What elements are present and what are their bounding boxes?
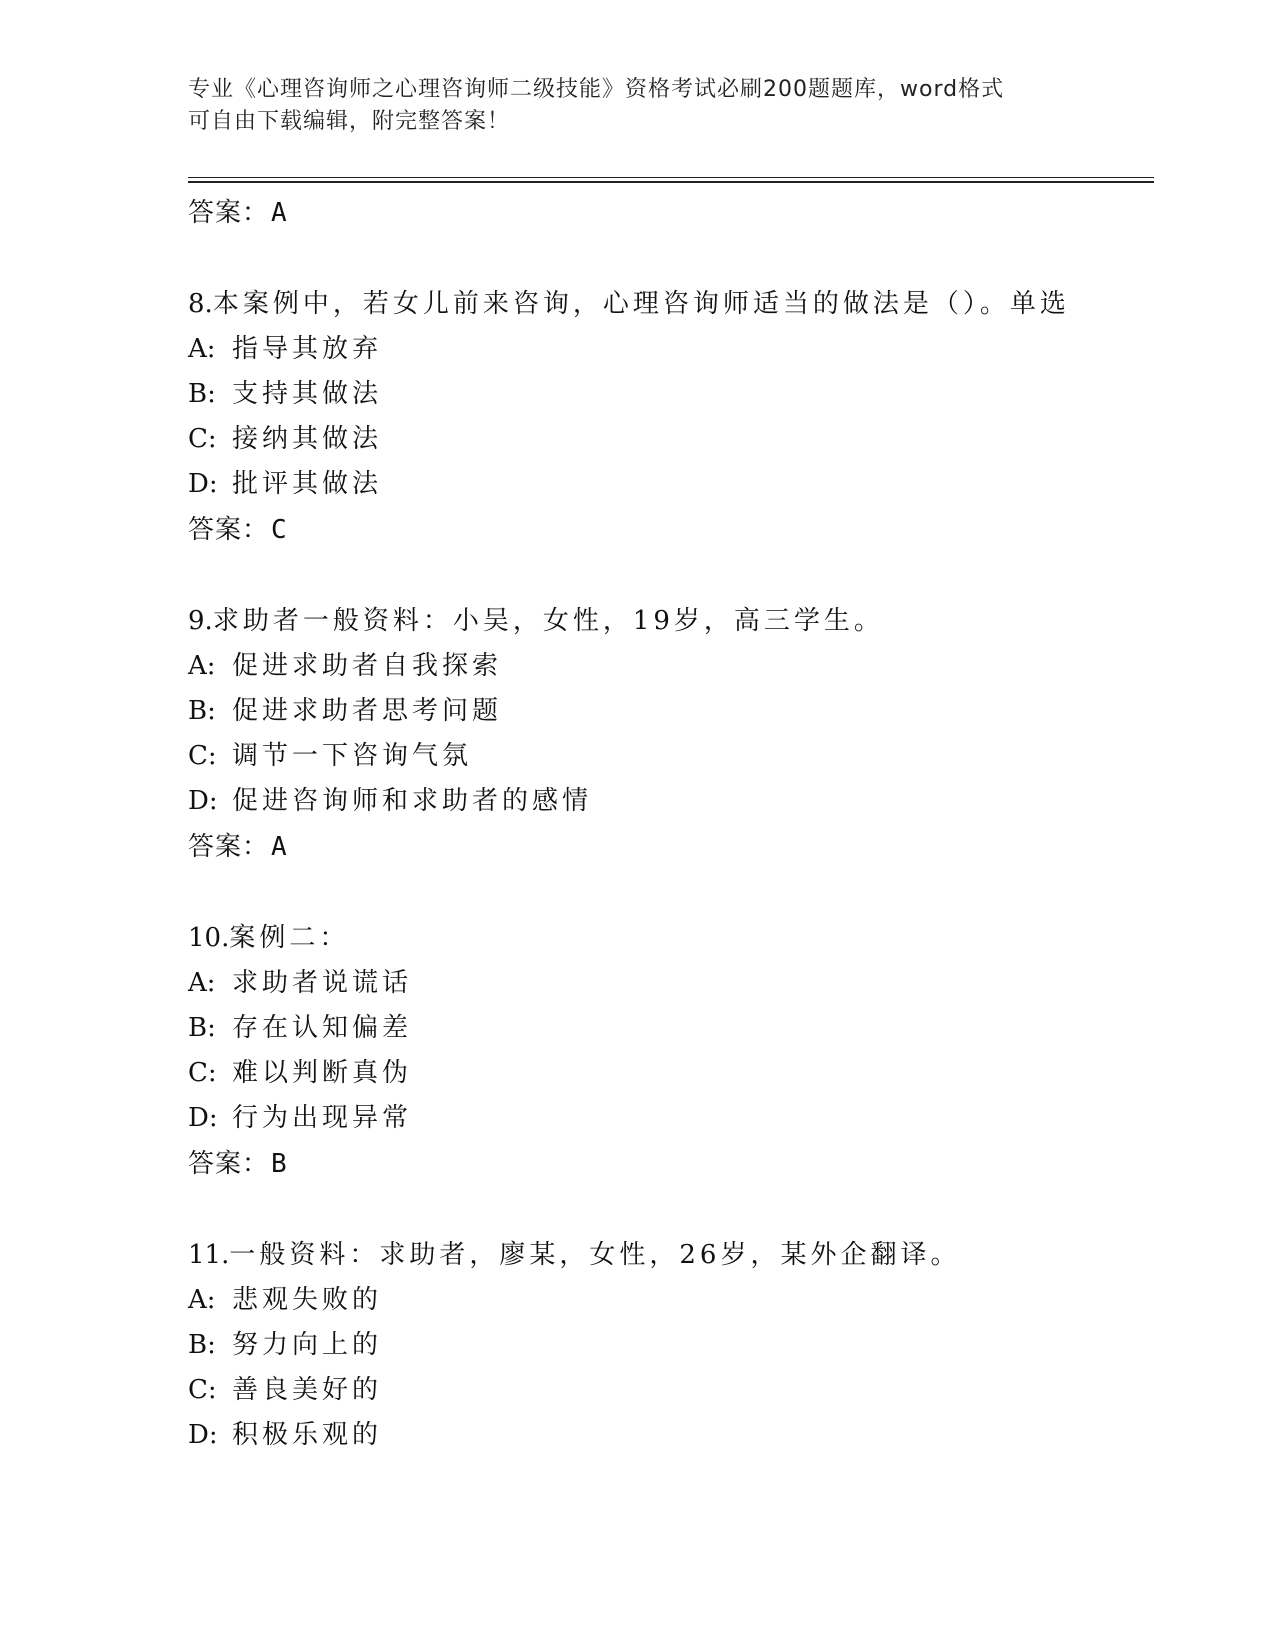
option-key: C: (188, 424, 217, 454)
option-text: 促进求助者自我探索 (232, 651, 503, 681)
option-text: 指导其放弃 (232, 334, 383, 364)
answer-value: A (271, 198, 288, 228)
answer-label: 答案： (188, 198, 270, 228)
answer-line (188, 507, 1148, 553)
document-header (188, 74, 1088, 138)
option-text: 悲观失败的 (232, 1285, 383, 1315)
option-b (188, 372, 1148, 417)
question-text: 求助者一般资料：小吴，女性，19岁，高三学生。 (212, 606, 884, 636)
option-b (188, 1006, 1148, 1051)
option-text: 努力向上的 (232, 1330, 383, 1360)
option-text: 调节一下咨询气氛 (232, 741, 473, 771)
option-c (188, 1368, 1148, 1413)
option-text: 接纳其做法 (232, 424, 383, 454)
option-key: B: (188, 379, 216, 409)
question-text: 一般资料：求助者，廖某，女性，26岁，某外企翻译。 (229, 1240, 961, 1270)
option-d (188, 1413, 1148, 1458)
option-d (188, 462, 1148, 507)
option-a (188, 1278, 1148, 1323)
option-key: B: (188, 1013, 216, 1043)
header-line-2: 可自由下载编辑，附完整答案！ (188, 109, 511, 134)
option-c (188, 734, 1148, 779)
option-c (188, 1051, 1148, 1096)
option-key: A: (188, 651, 216, 681)
answer-value: B (271, 1149, 288, 1179)
answer-label: 答案： (188, 515, 270, 545)
option-key: A: (188, 1285, 216, 1315)
option-key: A: (188, 334, 216, 364)
option-a (188, 327, 1148, 372)
header-line-1: 专业《心理咨询师之心理咨询师二级技能》资格考试必刷200题题库，word格式 (188, 77, 1005, 102)
option-text: 存在认知偏差 (232, 1013, 413, 1043)
option-key: D: (188, 469, 218, 499)
answer-value: C (271, 515, 288, 545)
question-list (188, 190, 1148, 1458)
option-text: 善良美好的 (232, 1375, 383, 1405)
option-c (188, 417, 1148, 462)
option-text: 求助者说谎话 (232, 968, 413, 998)
option-key: B: (188, 1330, 216, 1360)
answer-label: 答案： (188, 832, 270, 862)
option-text: 行为出现异常 (232, 1103, 413, 1133)
question-number: 10. (188, 923, 230, 953)
option-key: D: (188, 1420, 218, 1450)
question-number: 11. (188, 1240, 230, 1270)
option-text: 支持其做法 (232, 379, 383, 409)
answer-value: A (271, 832, 288, 862)
header-rule-thick (188, 181, 1154, 183)
question-stem (188, 916, 1148, 961)
option-text: 促进求助者思考问题 (232, 696, 503, 726)
option-a (188, 644, 1148, 689)
option-key: C: (188, 741, 217, 771)
answer-label: 答案： (188, 1149, 270, 1179)
option-d (188, 1096, 1148, 1141)
question-stem (188, 599, 1148, 644)
question-block-10 (188, 916, 1148, 1187)
option-b (188, 689, 1148, 734)
question-stem (188, 282, 1148, 327)
question-block-11 (188, 1233, 1148, 1458)
option-text: 促进咨询师和求助者的感情 (232, 786, 593, 816)
option-text: 批评其做法 (232, 469, 383, 499)
option-key: A: (188, 968, 216, 998)
option-key: C: (188, 1375, 217, 1405)
question-text: 本案例中，若女儿前来咨询，心理咨询师适当的做法是（）。单选 (212, 289, 1070, 319)
option-text: 难以判断真伪 (232, 1058, 413, 1088)
option-b (188, 1323, 1148, 1368)
answer-line (188, 190, 1148, 236)
option-text: 积极乐观的 (232, 1420, 383, 1450)
header-rule-thin (188, 177, 1154, 178)
option-key: B: (188, 696, 216, 726)
question-number: 9. (188, 606, 213, 636)
question-block-9 (188, 599, 1148, 870)
question-text: 案例二： (229, 923, 350, 953)
option-d (188, 779, 1148, 824)
option-key: C: (188, 1058, 217, 1088)
question-number: 8. (188, 289, 213, 319)
answer-line (188, 1141, 1148, 1187)
answer-line (188, 824, 1148, 870)
option-a (188, 961, 1148, 1006)
option-key: D: (188, 786, 218, 816)
question-block-8 (188, 282, 1148, 553)
question-stem (188, 1233, 1148, 1278)
option-key: D: (188, 1103, 218, 1133)
